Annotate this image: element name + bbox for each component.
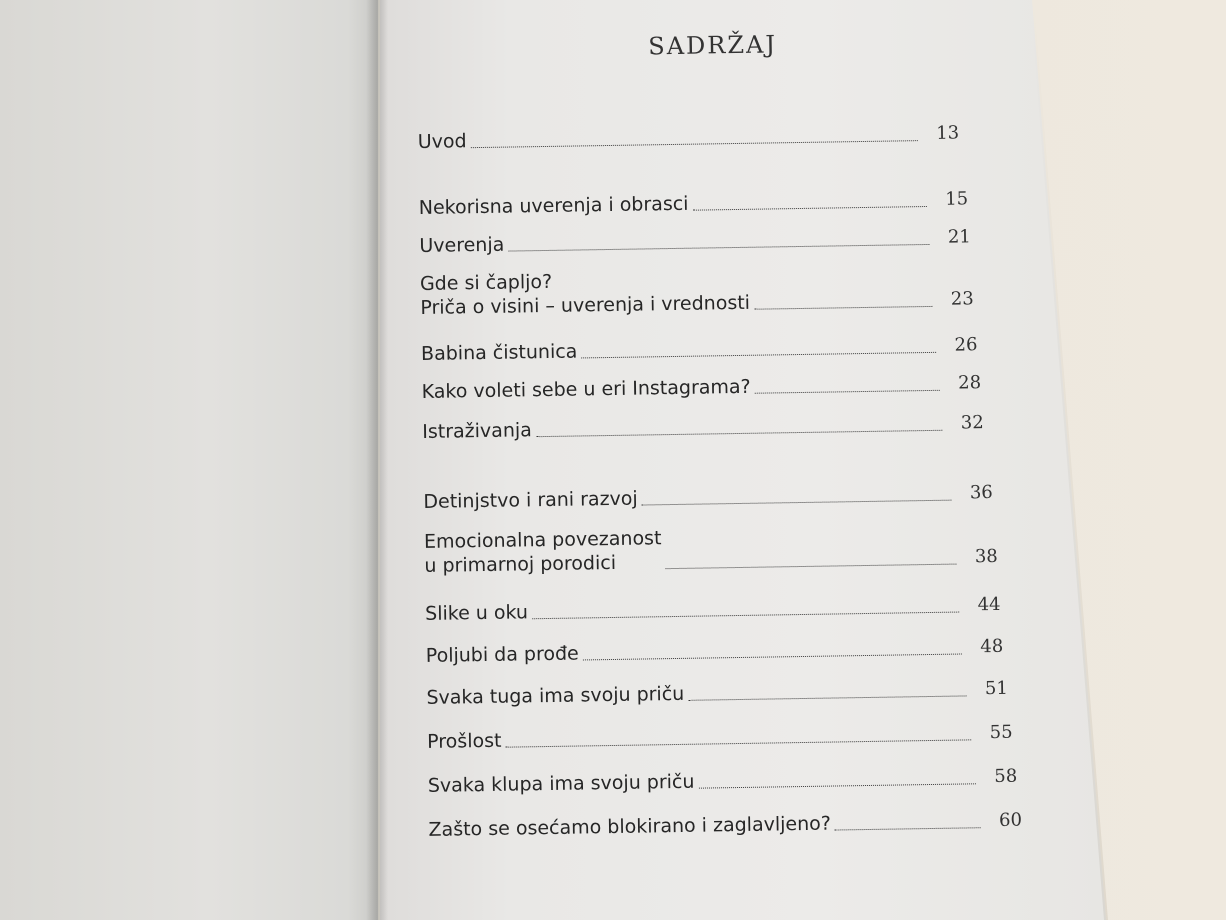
toc-entry <box>424 521 1009 578</box>
leader-dots <box>754 305 932 310</box>
leader-dots <box>506 738 972 747</box>
toc-entry-label: Svaka klupa ima svoju priču <box>427 770 695 797</box>
leader-dots <box>699 782 976 788</box>
toc-entry-label: Poljubi da prođe <box>425 642 579 667</box>
toc-title: SADRŽAJ <box>648 30 778 61</box>
toc-entry-page: 32 <box>960 412 984 434</box>
toc-entry-label: Istraživanja <box>422 419 532 443</box>
toc-entry-page: 26 <box>954 334 978 356</box>
leader-dots <box>471 139 918 148</box>
toc-entry <box>420 263 985 320</box>
toc-entry-page: 23 <box>950 288 974 310</box>
toc-entry-label: Babina čistunica <box>420 340 578 365</box>
toc-entry-page: 58 <box>994 765 1018 788</box>
toc-entry-label: Uvod <box>417 130 467 153</box>
leader-dots <box>508 243 929 252</box>
toc-entry-page: 55 <box>989 721 1013 744</box>
toc-entry-page: 21 <box>947 226 971 248</box>
leader-dots <box>835 826 981 830</box>
toc-entry-page: 28 <box>957 372 982 394</box>
toc-entry-label: Emocionalna povezanost u primarnoj porodici <box>423 527 662 577</box>
leader-dots <box>581 351 936 359</box>
toc-entry-label: Kako voleti sebe u eri Instagrama? <box>421 375 751 403</box>
leader-dots <box>536 429 942 437</box>
leader-dots <box>693 205 927 211</box>
book-gutter <box>366 0 388 920</box>
toc-entry-page: 36 <box>969 481 993 504</box>
toc-entry-label: Slike u oku <box>425 601 529 625</box>
toc-entry-label: Uverenja <box>419 233 505 257</box>
toc-entry-page: 51 <box>984 677 1009 700</box>
leader-dots <box>532 611 959 620</box>
toc-entry-page: 38 <box>974 545 998 568</box>
toc-entry-label: Prošlost <box>427 729 502 753</box>
leader-dots <box>583 653 962 661</box>
toc-entry-label: Nekorisna uverenja i obrasci <box>418 192 689 219</box>
toc-entry-page: 15 <box>945 188 969 210</box>
leader-dots <box>688 694 966 700</box>
toc-entry-page: 60 <box>998 809 1023 831</box>
leader-dots <box>755 389 940 394</box>
toc-entry-label: Detinjstvo i rani razvoj <box>423 487 638 513</box>
left-page <box>0 0 378 920</box>
toc-entry-label: Gde si čapljo? Priča o visini – uverenja i vrednosti <box>419 270 751 319</box>
toc-entry-label: Svaka tuga ima svoju priču <box>426 682 685 709</box>
leader-dots <box>666 563 957 570</box>
toc-entry-page: 13 <box>936 122 960 144</box>
leader-dots <box>642 499 952 506</box>
toc-entry-page: 48 <box>980 635 1004 658</box>
toc-entry-label: Zašto se osećamo blokirano i zaglavljeno? <box>428 812 832 841</box>
toc-entry-page: 44 <box>977 593 1001 616</box>
